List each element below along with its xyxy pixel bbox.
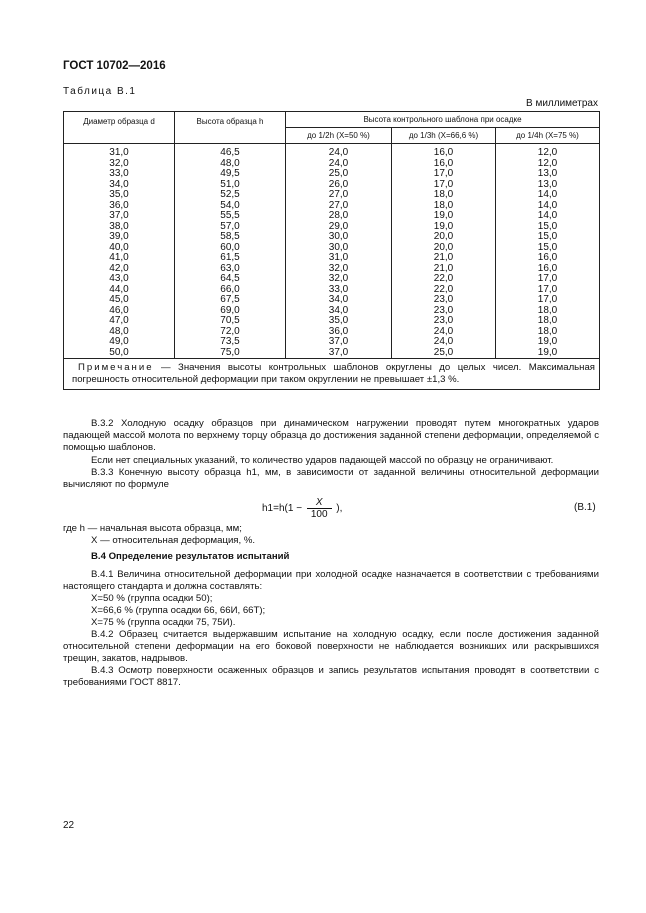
table-row [64, 295, 600, 306]
table-cell: 25,0 [392, 348, 496, 359]
table-cell: 43,0 [64, 274, 175, 285]
formula-numerator: X [307, 497, 332, 509]
table-row [64, 348, 600, 359]
table-row [64, 274, 600, 285]
table-cell: 20,0 [392, 243, 496, 254]
table-cell: 37,0 [286, 348, 392, 359]
table-cell: 30,0 [286, 232, 392, 243]
table-cell: 33,0 [286, 285, 392, 296]
table-cell: 57,0 [175, 222, 286, 233]
table-cell: 18,0 [496, 306, 600, 317]
table-row [64, 253, 600, 264]
table-cell: 16,0 [496, 264, 600, 275]
paragraph-b32-note: Если нет специальных указаний, то количество ударов падающей массой по образцу не ограничивают. [91, 455, 554, 466]
table-cell: 18,0 [392, 201, 496, 212]
table-cell: 16,0 [392, 144, 496, 159]
table-cell: 13,0 [496, 180, 600, 191]
table-note [64, 359, 600, 390]
table-cell: 31,0 [286, 253, 392, 264]
table-cell: 35,0 [286, 316, 392, 327]
col-header-diameter: Диаметр образца d [64, 112, 175, 144]
formula-number: (В.1) [574, 502, 596, 513]
table-cell: 21,0 [392, 253, 496, 264]
table-cell: 34,0 [64, 180, 175, 191]
table-cell: 32,0 [286, 264, 392, 275]
table-cell: 33,0 [64, 169, 175, 180]
table-cell: 17,0 [496, 295, 600, 306]
table-cell: 14,0 [496, 211, 600, 222]
where-h: где h — начальная высота образца, мм; [63, 523, 242, 534]
table-cell: 40,0 [64, 243, 175, 254]
table-cell: 16,0 [392, 159, 496, 170]
table-row [64, 337, 600, 348]
paragraph-b42: В.4.2 Образец считается выдержавшим испытание на холодную осадку, если после достижения заданной относительной степени деформации на его боковой поверхности не наблюдается возникших или раскрывшихся трещин, закатов, надрывов. [63, 629, 599, 664]
table-cell: 51,0 [175, 180, 286, 191]
table-cell: 24,0 [286, 159, 392, 170]
col-header-height: Высота образца h [175, 112, 286, 144]
data-table [63, 111, 600, 390]
table-cell: 17,0 [496, 285, 600, 296]
table-cell: 19,0 [392, 222, 496, 233]
table-cell: 34,0 [286, 306, 392, 317]
table-cell: 60,0 [175, 243, 286, 254]
list-item-x75: X=75 % (группа осадки 75, 75И). [91, 617, 236, 628]
table-cell: 52,5 [175, 190, 286, 201]
table-cell: 54,0 [175, 201, 286, 212]
table-cell: 17,0 [496, 274, 600, 285]
list-item-x666: X=66,6 % (группа осадки 66, 66И, 66Т); [91, 605, 266, 616]
table-cell: 50,0 [64, 348, 175, 359]
table-cell: 25,0 [286, 169, 392, 180]
table-cell: 27,0 [286, 190, 392, 201]
table-cell: 18,0 [496, 316, 600, 327]
table-cell: 47,0 [64, 316, 175, 327]
col-header-quarter: до 1/4h (X=75 %) [496, 128, 600, 144]
table-cell: 66,0 [175, 285, 286, 296]
table-cell: 17,0 [392, 180, 496, 191]
table-unit-note: В миллиметрах [526, 98, 598, 109]
paragraph-b33: В.3.3 Конечную высоту образца h1, мм, в зависимости от заданной величины относительной деформации вычисляют по формуле [63, 467, 599, 490]
table-cell: 19,0 [392, 211, 496, 222]
paragraph-b43: В.4.3 Осмотр поверхности осаженных образцов и запись результатов испытания проводят в соответствии с требованиями ГОСТ 8817. [63, 665, 599, 688]
table-cell: 24,0 [286, 144, 392, 159]
table-cell: 21,0 [392, 264, 496, 275]
table-cell: 39,0 [64, 232, 175, 243]
list-item-x50: X=50 % (группа осадки 50); [91, 593, 213, 604]
table-cell: 30,0 [286, 243, 392, 254]
table-cell: 38,0 [64, 222, 175, 233]
table-cell: 19,0 [496, 348, 600, 359]
table-cell: 55,5 [175, 211, 286, 222]
table-cell: 26,0 [286, 180, 392, 191]
table-cell: 28,0 [286, 211, 392, 222]
table-row [64, 232, 600, 243]
table-cell: 46,5 [175, 144, 286, 159]
formula-denominator: 100 [310, 509, 328, 520]
table-cell: 29,0 [286, 222, 392, 233]
table-cell: 48,0 [64, 327, 175, 338]
formula-fraction [307, 497, 332, 520]
table-cell: 14,0 [496, 201, 600, 212]
table-cell: 27,0 [286, 201, 392, 212]
table-cell: 35,0 [64, 190, 175, 201]
paragraph-b41: В.4.1 Величина относительной деформации при холодной осадке назначается в соответствии с требованиями настоящего стандарта и должна составлять: [63, 569, 599, 592]
table-cell: 18,0 [496, 327, 600, 338]
table-cell: 22,0 [392, 285, 496, 296]
table-cell: 24,0 [392, 327, 496, 338]
table-cell: 37,0 [286, 337, 392, 348]
table-cell: 13,0 [496, 169, 600, 180]
table-cell: 31,0 [64, 144, 175, 159]
table-cell: 34,0 [286, 295, 392, 306]
table-cell: 64,5 [175, 274, 286, 285]
table-cell: 15,0 [496, 232, 600, 243]
table-cell: 46,0 [64, 306, 175, 317]
table-cell: 36,0 [64, 201, 175, 212]
table-cell: 70,5 [175, 316, 286, 327]
table-row [64, 169, 600, 180]
table-row [64, 211, 600, 222]
table-cell: 41,0 [64, 253, 175, 264]
col-header-template-height: Высота контрольного шаблона при осадке [286, 112, 600, 128]
table-cell: 42,0 [64, 264, 175, 275]
table-cell: 61,5 [175, 253, 286, 264]
table-cell: 48,0 [175, 159, 286, 170]
table-cell: 15,0 [496, 243, 600, 254]
note-label: Примечание [78, 362, 154, 373]
table-cell: 22,0 [392, 274, 496, 285]
page-number: 22 [63, 820, 75, 831]
table-row [64, 144, 600, 159]
table-cell: 14,0 [496, 190, 600, 201]
table-cell: 32,0 [64, 159, 175, 170]
section-heading-b4: В.4 Определение результатов испытаний [91, 551, 290, 562]
table-body [64, 144, 600, 359]
table-cell: 67,5 [175, 295, 286, 306]
table-cell: 45,0 [64, 295, 175, 306]
table-cell: 19,0 [496, 337, 600, 348]
table-cell: 18,0 [392, 190, 496, 201]
table-cell: 23,0 [392, 295, 496, 306]
table-cell: 17,0 [392, 169, 496, 180]
table-cell: 20,0 [392, 232, 496, 243]
table-cell: 49,5 [175, 169, 286, 180]
table-row [64, 190, 600, 201]
where-x: X — относительная деформация, %. [91, 535, 256, 546]
formula-rhs: ), [336, 503, 343, 514]
table-cell: 23,0 [392, 316, 496, 327]
table-cell: 16,0 [496, 253, 600, 264]
table-cell: 36,0 [286, 327, 392, 338]
document-title: ГОСТ 10702—2016 [63, 60, 166, 72]
table-cell: 58,5 [175, 232, 286, 243]
table-cell: 44,0 [64, 285, 175, 296]
col-header-half: до 1/2h (X=50 %) [286, 128, 392, 144]
table-cell: 73,5 [175, 337, 286, 348]
table-cell: 32,0 [286, 274, 392, 285]
paragraph-b32: В.3.2 Холодную осадку образцов при динамическом нагружении проводят путем многократных ударов падающей массой молота по верхнему торцу образца до достижения заданной степени деформации, определяемой с помощью шаблонов. [63, 418, 599, 453]
table-cell: 12,0 [496, 144, 600, 159]
table-caption: Таблица В.1 [63, 86, 137, 97]
table-cell: 37,0 [64, 211, 175, 222]
table-cell: 72,0 [175, 327, 286, 338]
table-header [64, 112, 600, 144]
col-header-third: до 1/3h (X=66,6 %) [392, 128, 496, 144]
table-cell: 75,0 [175, 348, 286, 359]
table-cell: 12,0 [496, 159, 600, 170]
table-cell: 49,0 [64, 337, 175, 348]
table-cell: 23,0 [392, 306, 496, 317]
table-row [64, 316, 600, 327]
table-cell: 24,0 [392, 337, 496, 348]
table-cell: 69,0 [175, 306, 286, 317]
table-cell: 15,0 [496, 222, 600, 233]
formula-lhs: h1=h(1 − [262, 503, 303, 514]
note-text: — Значения высоты контрольных шаблонов округлены до целых чисел. Максимальная погрешность относительной деформации при таком округлении не превышает ±1,3 %. [72, 362, 595, 385]
table-cell: 63,0 [175, 264, 286, 275]
